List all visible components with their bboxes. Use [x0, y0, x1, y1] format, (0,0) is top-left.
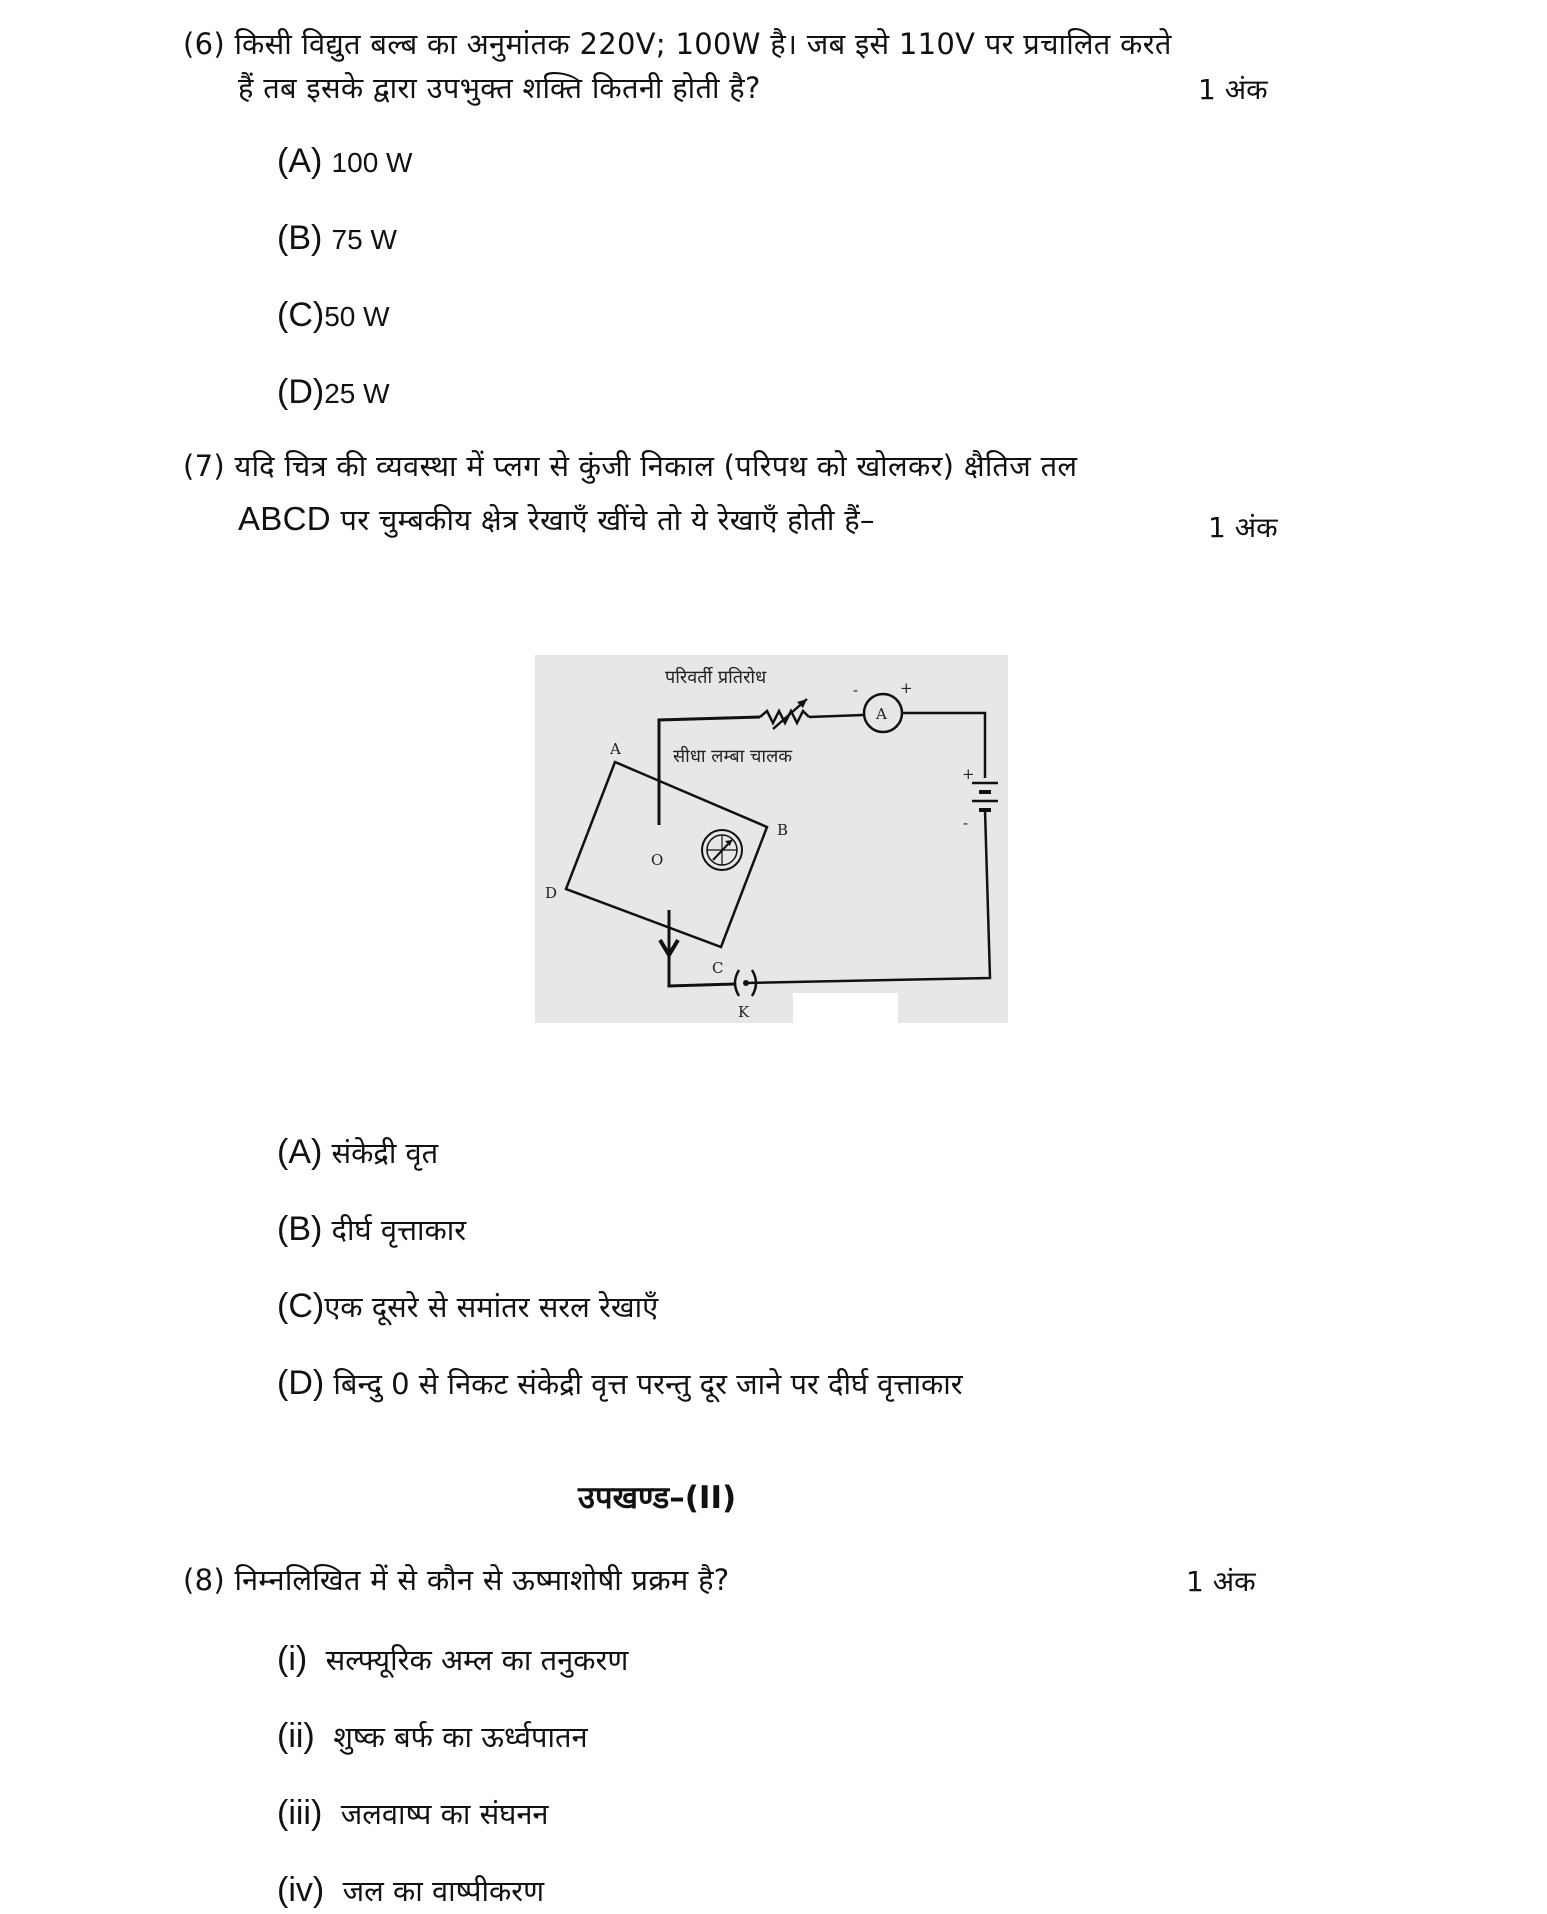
option-label: (i): [277, 1640, 308, 1678]
question-7-line-1: [183, 446, 1077, 485]
question-text: यदि चित्र की व्यवस्था में प्लग से कुंजी निकाल (परिपथ को खोलकर) क्षैतिज तल: [234, 449, 1078, 483]
question-text: हैं तब इसके द्वारा उपभुक्त शक्ति कितनी होती है?: [238, 71, 761, 105]
option-text: 25 W: [324, 378, 390, 409]
plane-label: ABCD: [238, 500, 331, 537]
option-label: (A): [277, 142, 323, 180]
section-heading: उपखण्ड–(II): [578, 1480, 737, 1516]
option-label: (iv): [277, 1871, 325, 1909]
key-label: K: [738, 1003, 750, 1021]
question-6-option-d[interactable]: [277, 373, 390, 412]
corner-b-label: B: [777, 821, 789, 839]
question-7-option-b[interactable]: [277, 1210, 466, 1249]
option-label: (A): [277, 1133, 323, 1171]
question-text: किसी विद्युत बल्ब का अनुमांतक 220V; 100W है। जब इसे 110V पर प्रचालित करते: [234, 27, 1172, 61]
option-label: (D): [277, 1364, 325, 1402]
option-text: बिन्दु 0 से निकट संकेद्री वृत्त परन्तु दूर जाने पर दीर्घ वृत्ताकार: [333, 1367, 963, 1401]
question-number: (7): [183, 449, 225, 483]
compass-icon: [702, 830, 742, 870]
option-label: (C): [277, 1287, 325, 1325]
option-text: सल्फ्यूरिक अम्ल का तनुकरण: [325, 1643, 629, 1677]
option-text: जल का वाष्पीकरण: [342, 1874, 545, 1908]
point-o-label: O: [651, 851, 664, 869]
figure-background: [535, 655, 1008, 1023]
option-text: शुष्क बर्फ का ऊर्ध्वपातन: [333, 1720, 588, 1754]
option-label: (B): [277, 219, 323, 257]
corner-c-label: C: [712, 959, 724, 977]
question-number: (8): [183, 1563, 225, 1597]
option-label: (ii): [277, 1717, 315, 1755]
key-plug-dot: [743, 980, 749, 986]
question-7-option-c[interactable]: [277, 1287, 658, 1326]
rheostat-label: परिवर्ती प्रतिरोध: [665, 667, 767, 688]
question-6-line-1: [183, 24, 1172, 63]
option-label: (B): [277, 1210, 323, 1248]
question-6-option-a[interactable]: [277, 142, 412, 181]
option-text: दीर्घ वृत्ताकार: [331, 1213, 467, 1247]
option-label: (iii): [277, 1794, 323, 1832]
corner-a-label: A: [610, 740, 621, 758]
question-8-line-1: [183, 1560, 729, 1599]
ammeter-plus: +: [900, 679, 913, 697]
question-8-option-iv[interactable]: [277, 1871, 544, 1910]
question-text: निम्नलिखित में से कौन से ऊष्माशोषी प्रक्रम है?: [234, 1563, 730, 1597]
battery-plus: +: [962, 765, 975, 783]
question-8-marks: 1 अंक: [1186, 1565, 1256, 1598]
question-6-option-c[interactable]: [277, 296, 390, 335]
corner-d-label: D: [545, 884, 558, 902]
question-number: (6): [183, 27, 225, 61]
option-text: 75 W: [331, 224, 397, 255]
conductor-label: सीधा लम्बा चालक: [673, 746, 793, 767]
question-8-option-iii[interactable]: [277, 1794, 549, 1833]
option-text: 100 W: [331, 147, 413, 178]
question-7-line-2: [238, 500, 875, 539]
option-text: एक दूसरे से समांतर सरल रेखाएँ: [324, 1290, 659, 1324]
question-7-option-d[interactable]: [277, 1364, 963, 1403]
ammeter-label: A: [876, 705, 887, 723]
question-6-option-b[interactable]: [277, 219, 397, 258]
battery-minus: -: [963, 814, 969, 832]
option-text: जलवाष्प का संघनन: [340, 1797, 549, 1831]
option-label: (D): [277, 373, 325, 411]
figure-blank-patch: [793, 993, 898, 1023]
question-7-marks: 1 अंक: [1208, 511, 1278, 544]
circuit-diagram: [535, 655, 1008, 1023]
question-8-option-ii[interactable]: [277, 1717, 588, 1756]
question-6-line-2: [238, 68, 761, 107]
question-text: पर चुम्बकीय क्षेत्र रेखाएँ खींचे तो ये रेखाएँ होती हैं–: [340, 503, 875, 537]
question-8-option-i[interactable]: [277, 1640, 628, 1679]
question-6-marks: 1 अंक: [1198, 73, 1268, 106]
option-label: (C): [277, 296, 325, 334]
option-text: 50 W: [324, 301, 390, 332]
question-7-option-a[interactable]: [277, 1133, 438, 1172]
option-text: संकेद्री वृत: [331, 1136, 439, 1170]
ammeter-minus: -: [853, 681, 859, 699]
